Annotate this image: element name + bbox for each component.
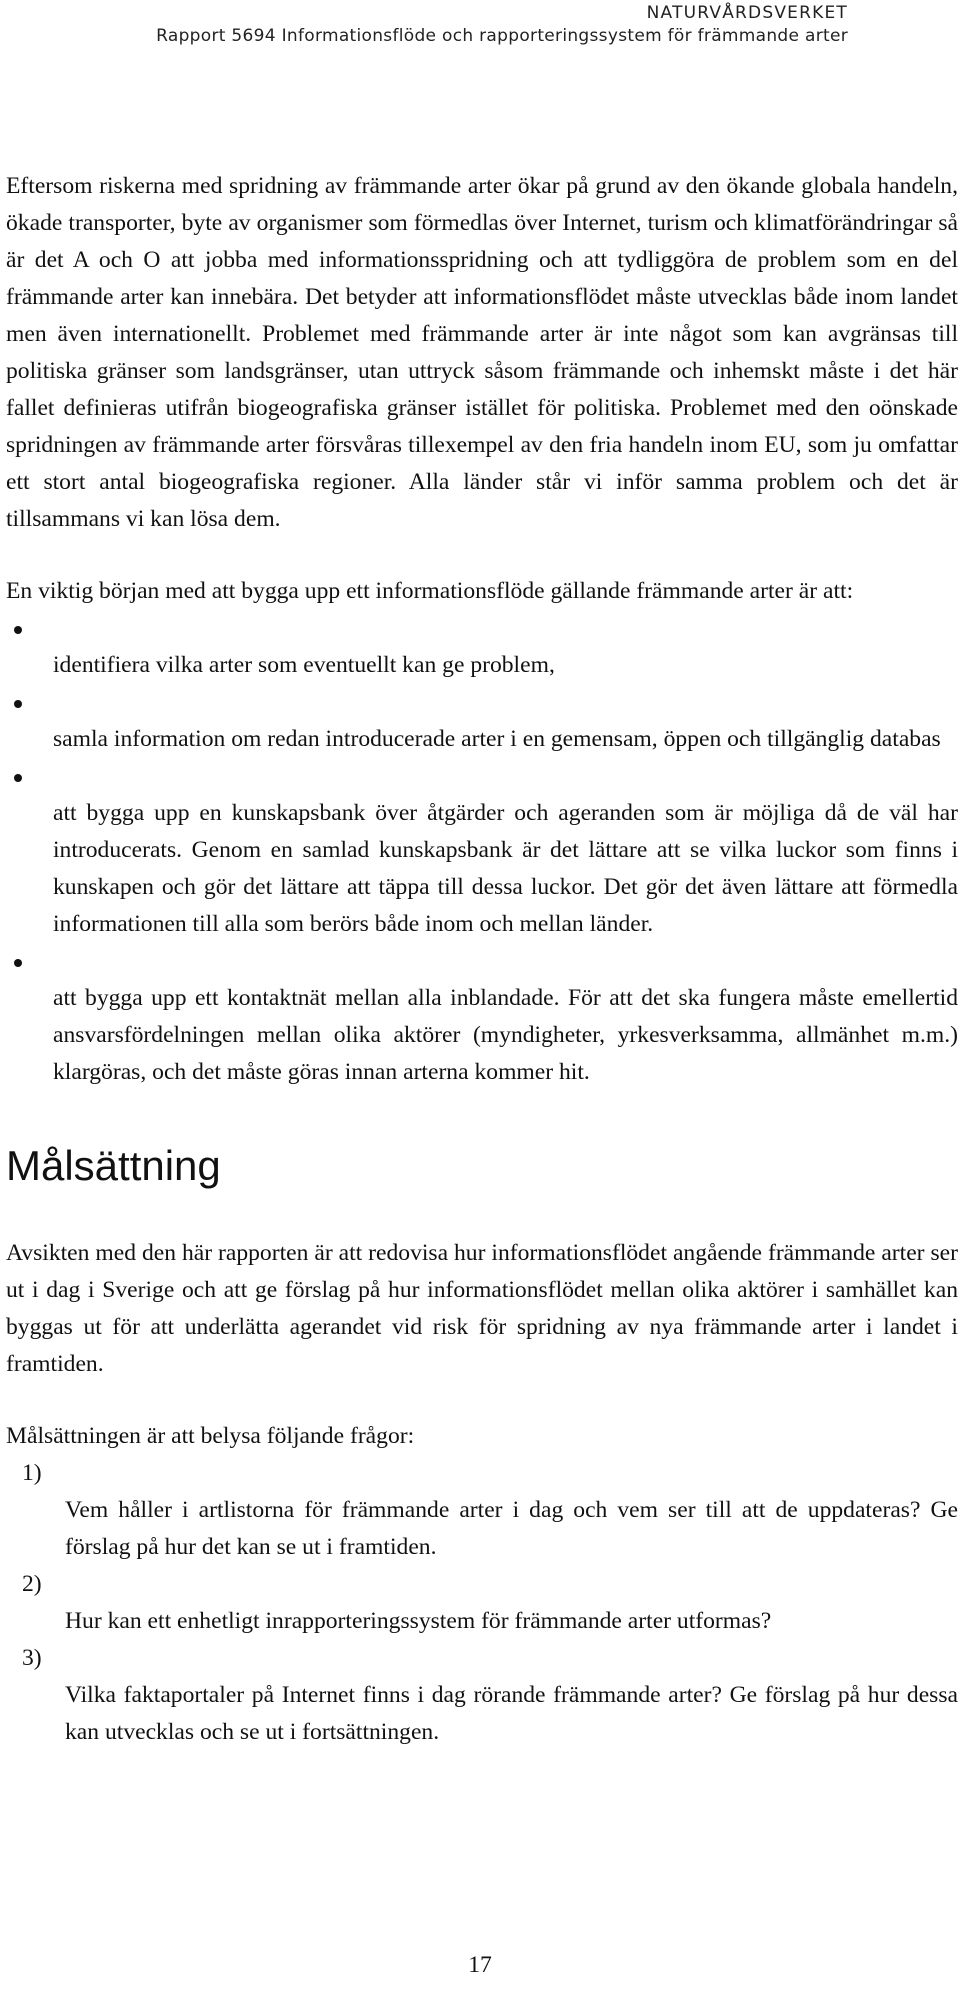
numbered-list (6, 1455, 958, 1751)
paragraph-list-intro: En viktig början med att bygga upp ett informationsflöde gällande främmande arter är att: (6, 578, 854, 604)
bullet-icon (14, 700, 22, 708)
page-body (6, 168, 958, 1751)
bullet-icon (14, 626, 22, 634)
list-number: 2) (22, 1571, 42, 1597)
report-title: Rapport 5694 Informationsflöde och rapporteringssystem för främmande arter (156, 26, 848, 46)
bullet-icon (14, 774, 22, 782)
list-number: 3) (22, 1645, 42, 1671)
section-spacer (6, 1091, 958, 1141)
publisher-name: NATURVÅRDSVERKET (646, 3, 848, 23)
bullet-item (6, 758, 958, 943)
paragraph-questions-intro: Målsättningen är att belysa följande frågor: (6, 1423, 415, 1449)
bullet-item (6, 610, 958, 684)
bullet-text: att bygga upp en kunskapsbank över åtgärder och ageranden som är möjliga då de väl har introducerats. Genom en samlad kunskapsbank är det lättare att se vilka luckor som finns i kunskapen och gör det lättare att täppa till dessa luckor. Det gör det även lättare att förmedla informationen till alla som berörs både inom och mellan länder. (53, 800, 958, 937)
question-text: Vem håller i artlistorna för främmande arter i dag och vem ser till att de uppdateras? Ge förslag på hur det kan se ut i framtiden. (65, 1497, 958, 1560)
bullet-text: identifiera vilka arter som eventuellt kan ge problem, (53, 652, 555, 678)
section-heading: Målsättning (6, 1142, 221, 1189)
paragraph-spacer (6, 538, 958, 573)
paragraph-spacer (6, 1383, 958, 1418)
paragraph-intro: Eftersom riskerna med spridning av främmande arter ökar på grund av den ökande globala handeln, ökade transporter, byte av organismer som förmedlas över Internet, turism och klimatförändringar så är det A och O att jobba med informationsspridning och att tydliggöra de problem som en del främmande arter kan innebära. Det betyder att informationsflödet måste utvecklas både inom landet men även internationellt. Problemet med främmande arter är inte något som kan avgränsas till politiska gränser som landsgränser, utan uttryck såsom främmande och inhemskt måste i det här fallet definieras utifrån biogeografiska gränser istället för politiska. Problemet med den oönskade spridningen av främmande arter försvåras tillexempel av den fria handeln inom EU, som ju omfattar ett stort antal biogeografiska regioner. Alla länder står vi inför samma problem och det är tillsammans vi kan lösa dem. (6, 173, 958, 532)
bullet-text: att bygga upp ett kontaktnät mellan alla inblandade. För att det ska fungera måste emellertid ansvarsfördelningen mellan olika aktörer (myndigheter, yrkesverksamma, allmänhet m.m.) klargöras, och det måste göras innan arterna kommer hit. (53, 985, 958, 1085)
running-header (156, 2, 848, 48)
heading-spacer (6, 1191, 958, 1235)
bullet-text: samla information om redan introducerade arter i en gemensam, öppen och tillgänglig databas (53, 726, 941, 752)
bullet-item (6, 943, 958, 1091)
numbered-item (6, 1455, 958, 1566)
page-number: 17 (468, 1952, 492, 1978)
numbered-item (6, 1566, 958, 1640)
bullet-list (6, 610, 958, 1091)
question-text: Vilka faktaportaler på Internet finns i dag rörande främmande arter? Ge förslag på hur dessa kan utvecklas och se ut i fortsättningen. (65, 1682, 958, 1745)
list-number: 1) (22, 1460, 42, 1486)
numbered-item (6, 1640, 958, 1751)
bullet-icon (14, 959, 22, 967)
paragraph-purpose: Avsikten med den här rapporten är att redovisa hur informationsflödet angående främmande arter ser ut i dag i Sverige och att ge förslag på hur informationsflödet mellan olika aktörer i samhället kan byggas ut för att underlätta agerandet vid risk för spridning av nya främmande arter i landet i framtiden. (6, 1240, 958, 1377)
bullet-item (6, 684, 958, 758)
question-text: Hur kan ett enhetligt inrapporteringssystem för främmande arter utformas? (65, 1608, 772, 1634)
